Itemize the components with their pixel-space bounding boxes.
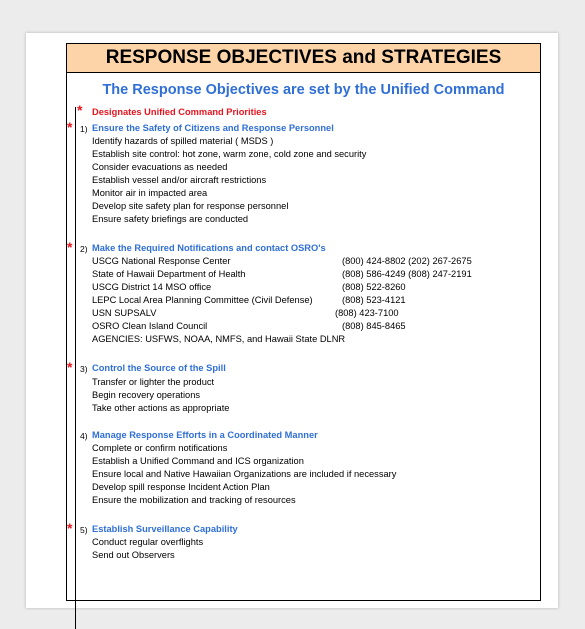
- contact-name: USCG District 14 MSO office: [92, 282, 212, 292]
- list-item: Identify hazards of spilled material ( MSDS ): [92, 136, 274, 146]
- document-frame: [66, 43, 541, 601]
- priority-marker-line: [75, 107, 76, 629]
- contact-name: USCG National Response Center: [92, 256, 231, 266]
- list-item: Send out Observers: [92, 550, 175, 560]
- priority-star-icon: *: [77, 102, 83, 118]
- priority-legend: Designates Unified Command Priorities: [92, 107, 267, 117]
- priority-star-icon: *: [67, 520, 73, 536]
- contact-name: State of Hawaii Department of Health: [92, 269, 246, 279]
- contact-phone: (800) 424-8802 (202) 267-2675: [342, 256, 472, 266]
- page-subtitle: The Response Objectives are set by the Unified Command: [102, 82, 505, 98]
- contact-name: USN SUPSALV: [92, 308, 157, 318]
- document-page: [26, 33, 558, 608]
- list-item: Ensure local and Native Hawaiian Organizations are included if necessary: [92, 469, 397, 479]
- section-number: 1): [80, 124, 88, 134]
- list-item: Complete or confirm notifications: [92, 443, 228, 453]
- priority-star-icon: *: [67, 359, 73, 375]
- contact-phone: (808) 523-4121: [342, 295, 406, 305]
- section-heading: Establish Surveillance Capability: [92, 524, 238, 534]
- section-heading: Control the Source of the Spill: [92, 363, 226, 373]
- section-heading: Ensure the Safety of Citizens and Response Personnel: [92, 123, 334, 133]
- contact-phone: (808) 522-8260: [342, 282, 406, 292]
- contact-name: OSRO Clean Island Council: [92, 321, 208, 331]
- list-item: Transfer or lighter the product: [92, 377, 215, 387]
- section-number: 5): [80, 525, 88, 535]
- list-item: Ensure the mobilization and tracking of resources: [92, 495, 296, 505]
- list-item: Take other actions as appropriate: [92, 403, 230, 413]
- priority-star-icon: *: [67, 119, 73, 135]
- list-item: Develop spill response Incident Action Plan: [92, 482, 270, 492]
- list-item: Begin recovery operations: [92, 390, 201, 400]
- list-item: Consider evacuations as needed: [92, 162, 228, 172]
- list-item: Establish a Unified Command and ICS organization: [92, 456, 304, 466]
- contact-phone: (808) 845-8465: [342, 321, 406, 331]
- agencies-line: AGENCIES: USFWS, NOAA, NMFS, and Hawaii State DLNR: [92, 334, 346, 344]
- contact-phone: (808) 423-7100: [335, 308, 399, 318]
- list-item: Establish site control: hot zone, warm zone, cold zone and security: [92, 149, 367, 159]
- priority-star-icon: *: [67, 239, 73, 255]
- page-title: RESPONSE OBJECTIVES and STRATEGIES: [67, 44, 540, 73]
- list-item: Conduct regular overflights: [92, 537, 204, 547]
- section-heading: Make the Required Notifications and contact OSRO's: [92, 243, 326, 253]
- section-number: 4): [80, 431, 88, 441]
- contact-phone: (808) 586-4249 (808) 247-2191: [342, 269, 472, 279]
- list-item: Ensure safety briefings are conducted: [92, 214, 249, 224]
- list-item: Monitor air in impacted area: [92, 188, 208, 198]
- section-number: 3): [80, 364, 88, 374]
- list-item: Establish vessel and/or aircraft restrictions: [92, 175, 267, 185]
- list-item: Develop site safety plan for response personnel: [92, 201, 289, 211]
- contact-name: LEPC Local Area Planning Committee (Civil Defense): [92, 295, 313, 305]
- section-number: 2): [80, 244, 88, 254]
- section-heading: Manage Response Efforts in a Coordinated Manner: [92, 430, 318, 440]
